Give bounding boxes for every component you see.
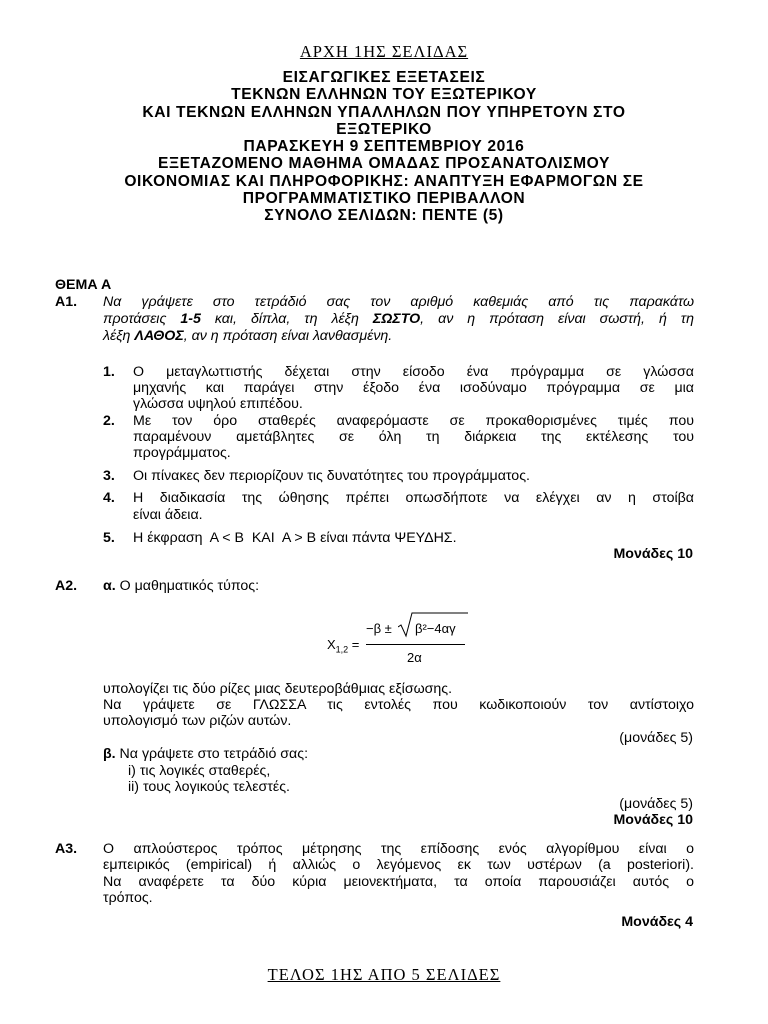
fraction-bar	[366, 644, 465, 645]
page-end-marker: ΤΕΛΟΣ 1ΗΣ ΑΠΟ 5 ΣΕΛΙΔΕΣ	[267, 965, 501, 984]
header-line: ΚΑΙ ΤΕΚΝΩΝ ΕΛΛΗΝΩΝ ΥΠΑΛΛΗΛΩΝ ΠΟΥ ΥΠΗΡΕΤΟΥΝ ΣΤΟ	[142, 103, 626, 121]
header-line: ΠΡΟΓΡΑΜΜΑΤΙΣΤΙΚΟ ΠΕΡΙΒΑΛΛΟΝ	[242, 190, 526, 208]
a3-text-line: εμπειρικός (empirical) ή αλλιώς ο λεγόμενος εκ των υστέρων (a posteriori).	[103, 857, 694, 873]
header-line: ΤΕΚΝΩΝ ΕΛΛΗΝΩΝ ΤΟΥ ΕΞΩΤΕΡΙΚΟΥ	[231, 86, 537, 104]
a1-instruction-line: προτάσεις 1-5 και, δίπλα, τη λέξη ΣΩΣΤΟ, αν η πρόταση είναι σωστή, ή τη	[103, 311, 694, 327]
a1-points: Μονάδες 10	[613, 546, 693, 562]
a2-beta-item: i) τις λογικές σταθερές,	[128, 763, 271, 779]
a2-alpha-line: α. Ο μαθηματικός τύπος:	[103, 578, 260, 594]
a1-instruction-line: λέξη ΛΑΘΟΣ, αν η πρόταση είναι λανθασμένη.	[103, 328, 393, 344]
statement-line: Η διαδικασία της ώθησης πρέπει οπωσδήποτε να ελέγχει αν η στοίβα	[133, 490, 694, 506]
header-line: ΕΞΩΤΕΡΙΚΟ	[336, 120, 432, 138]
statement-line: Η έκφραση Α < Β ΚΑΙ Α > Β είναι πάντα ΨΕΥΔΗΣ.	[133, 530, 457, 546]
statement-number: 4.	[103, 490, 115, 506]
question-a2-label: Α2.	[55, 578, 78, 594]
statement-line: είναι άδεια.	[133, 507, 203, 523]
a1-instruction-line: Να γράψετε στο τετράδιό σας τον αριθμό καθεμιάς από τις παρακάτω	[103, 294, 694, 310]
a2-beta-subpoints: (μονάδες 5)	[619, 796, 693, 812]
statement-line: Με τον όρο σταθερές αναφερόμαστε σε προκαθορισμένες τιμές που	[133, 413, 694, 429]
a2-text-line: υπολογίζει τις δύο ρίζες μιας δευτεροβάθμιας εξίσωσης.	[103, 681, 453, 697]
formula-denominator: 2α	[407, 650, 422, 665]
header-line: ΟΙΚΟΝΟΜΙΑΣ ΚΑΙ ΠΛΗΡΟΦΟΡΙΚΗΣ: ΑΝΑΠΤΥΞΗ ΕΦΑΡΜΟΓΩΝ ΣΕ	[124, 172, 644, 190]
formula-radicand: β²−4αγ	[415, 621, 456, 636]
statement-line: Οι πίνακες δεν περιορίζουν τις δυνατότητες του προγράμματος.	[133, 468, 530, 484]
statement-number: 2.	[103, 413, 115, 429]
formula-lhs: $X_{1,2}$ =	[327, 637, 360, 655]
a3-text-line: τρόπος.	[103, 890, 153, 906]
a2-beta-line: β. Να γράψετε στο τετράδιό σας:	[103, 746, 309, 762]
statement-line: παραμένουν αμετάβλητες σε όλη τη διάρκεια της εκτέλεσης του	[133, 429, 694, 445]
page-start-marker: ΑΡΧΗ 1ΗΣ ΣΕΛΙΔΑΣ	[299, 42, 469, 61]
a2-beta-item: ii) τους λογικούς τελεστές.	[128, 779, 290, 795]
header-line: ΣΥΝΟΛΟ ΣΕΛΙΔΩΝ: ΠΕΝΤΕ (5)	[264, 207, 504, 225]
header-line: ΕΞΕΤΑΖΟΜΕΝΟ ΜΑΘΗΜΑ ΟΜΑΔΑΣ ΠΡΟΣΑΝΑΤΟΛΙΣΜΟΥ	[158, 155, 610, 173]
a3-text-line: Να αναφέρετε τα δύο κύρια μειονεκτήματα, τα οποία παρουσιάζει αυτός ο	[103, 874, 694, 890]
formula-numerator-prefix: −β ±	[366, 621, 392, 636]
statement-number: 3.	[103, 468, 115, 484]
a2-text-line: υπολογισμό των ριζών αυτών.	[103, 713, 292, 729]
statement-line: Ο μεταγλωττιστής δέχεται στην είσοδο ένα πρόγραμμα σε γλώσσα	[133, 364, 694, 380]
a2-alpha-subpoints: (μονάδες 5)	[619, 730, 693, 746]
question-a1-label: Α1.	[55, 294, 78, 310]
a2-text-line: Να γράψετε σε ΓΛΩΣΣΑ τις εντολές που κωδικοποιούν τον αντίστοιχο	[103, 697, 694, 713]
header-line: ΕΙΣΑΓΩΓΙΚΕΣ ΕΞΕΤΑΣΕΙΣ	[282, 69, 486, 86]
theme-title: ΘΕΜΑ Α	[55, 277, 112, 293]
statement-number: 1.	[103, 364, 115, 380]
a2-points: Μονάδες 10	[613, 812, 693, 828]
statement-line: μηχανής και παράγει στην έξοδο ένα ισοδύναμο πρόγραμμα σε μια	[133, 380, 694, 396]
statement-number: 5.	[103, 530, 115, 546]
header-line: ΠΑΡΑΣΚΕΥΗ 9 ΣΕΠΤΕΜΒΡΙΟΥ 2016	[243, 138, 525, 156]
a3-text-line: Ο απλούστερος τρόπος μέτρησης της επίδοσης ενός αλγορίθμου είναι ο	[103, 841, 694, 857]
question-a3-label: Α3.	[55, 841, 78, 857]
statement-line: γλώσσα υψηλού επιπέδου.	[133, 396, 303, 412]
statement-line: προγράμματος.	[133, 445, 231, 461]
a3-points: Μονάδες 4	[621, 914, 693, 930]
exam-header	[40, 69, 728, 225]
